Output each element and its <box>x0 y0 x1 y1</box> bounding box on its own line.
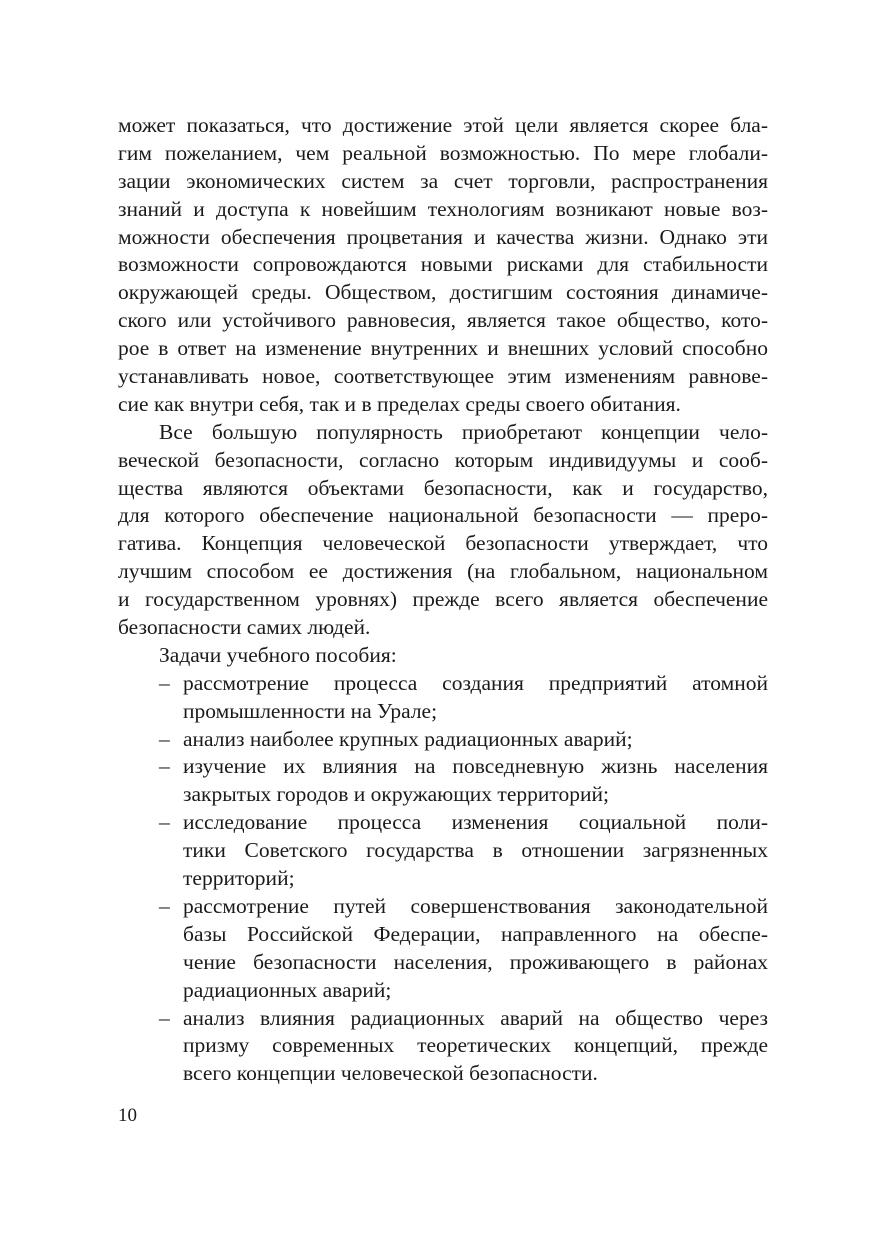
text-line: анализ наиболее крупных радиационных аварий; <box>183 726 633 751</box>
list-bullet: – <box>159 670 170 695</box>
page-number: 10 <box>118 1105 137 1126</box>
text-line: промышленности на Урале; <box>183 698 438 723</box>
list-item <box>118 809 768 893</box>
text-line: гатива. Концепция человеческой безопасности утверждает, что <box>118 531 768 556</box>
text-line: щества являются объектами безопасности, как и государство, <box>118 475 768 500</box>
text-line: закрытых городов и окружающих территорий; <box>183 782 609 807</box>
list-item <box>118 1005 768 1089</box>
text-line: может показаться, что достижение этой цели является скорее бла- <box>118 113 768 137</box>
tasks-section <box>118 642 768 1088</box>
text-line: территорий; <box>183 866 295 891</box>
list-item <box>118 753 768 809</box>
text-line: Все большую популярность приобретают концепции чело- <box>159 419 768 444</box>
list-bullet: – <box>159 1005 170 1030</box>
list-item <box>118 670 768 726</box>
text-line: и государственном уровнях) прежде всего является обеспечение <box>118 587 768 612</box>
text-line: исследование процесса изменения социальной поли- <box>183 810 768 835</box>
text-line: чение безопасности населения, проживающего в районах <box>183 949 768 974</box>
text-line: изучение их влияния на повседневную жизнь населения <box>183 754 768 779</box>
text-line: устанавливать новое, соответствующее этим изменениям равнове- <box>118 364 768 389</box>
text-line: тики Советского государства в отношении загрязненных <box>183 838 768 863</box>
text-line: веческой безопасности, согласно которым индивидуумы и сооб- <box>118 447 768 472</box>
text-line: анализ влияния радиационных аварий на общество через <box>183 1005 768 1030</box>
text-line: рассмотрение процесса создания предприятий атомной <box>183 670 768 695</box>
text-line: знаний и доступа к новейшим технологиям возникают новые воз- <box>118 196 768 221</box>
text-line: призму современных теоретических концепций, прежде <box>183 1033 768 1058</box>
text-line: лучшим способом ее достижения (на глобальном, национальном <box>118 559 768 584</box>
text-line: радиационных аварий; <box>183 977 392 1002</box>
text-line: сие как внутри себя, так и в пределах среды своего обитания. <box>118 391 681 416</box>
page-body <box>118 112 768 1088</box>
text-line: безопасности самих людей. <box>118 615 371 640</box>
text-line: ского или устойчивого равновесия, является такое общество, кото- <box>118 308 768 333</box>
paragraph-1 <box>118 112 768 419</box>
text-line: всего концепции человеческой безопасности. <box>183 1061 598 1086</box>
list-bullet: – <box>159 754 170 779</box>
text-line: гим пожеланием, чем реальной возможностью. По мере глобали- <box>118 140 768 165</box>
list-bullet: – <box>159 893 170 918</box>
list-item <box>118 726 768 754</box>
text-line: можности обеспечения процветания и качества жизни. Однако эти <box>118 224 768 249</box>
text-line: окружающей среды. Обществом, достигшим состояния динамиче- <box>118 280 768 305</box>
text-line: рое в ответ на изменение внутренних и внешних условий способно <box>118 336 768 361</box>
list-item <box>118 893 768 1005</box>
paragraph-2 <box>118 419 768 642</box>
list-bullet: – <box>159 726 170 751</box>
text-line: рассмотрение путей совершенствования законодательной <box>183 893 768 918</box>
text-line: базы Российской Федерации, направленного на обеспе- <box>183 921 768 946</box>
text-line: возможности сопровождаются новыми рисками для стабильности <box>118 252 768 277</box>
text-line: для которого обеспечение национальной безопасности — преро- <box>118 503 768 528</box>
text-line: зации экономических систем за счет торговли, распространения <box>118 168 768 193</box>
list-bullet: – <box>159 810 170 835</box>
tasks-heading: Задачи учебного пособия: <box>159 642 397 667</box>
